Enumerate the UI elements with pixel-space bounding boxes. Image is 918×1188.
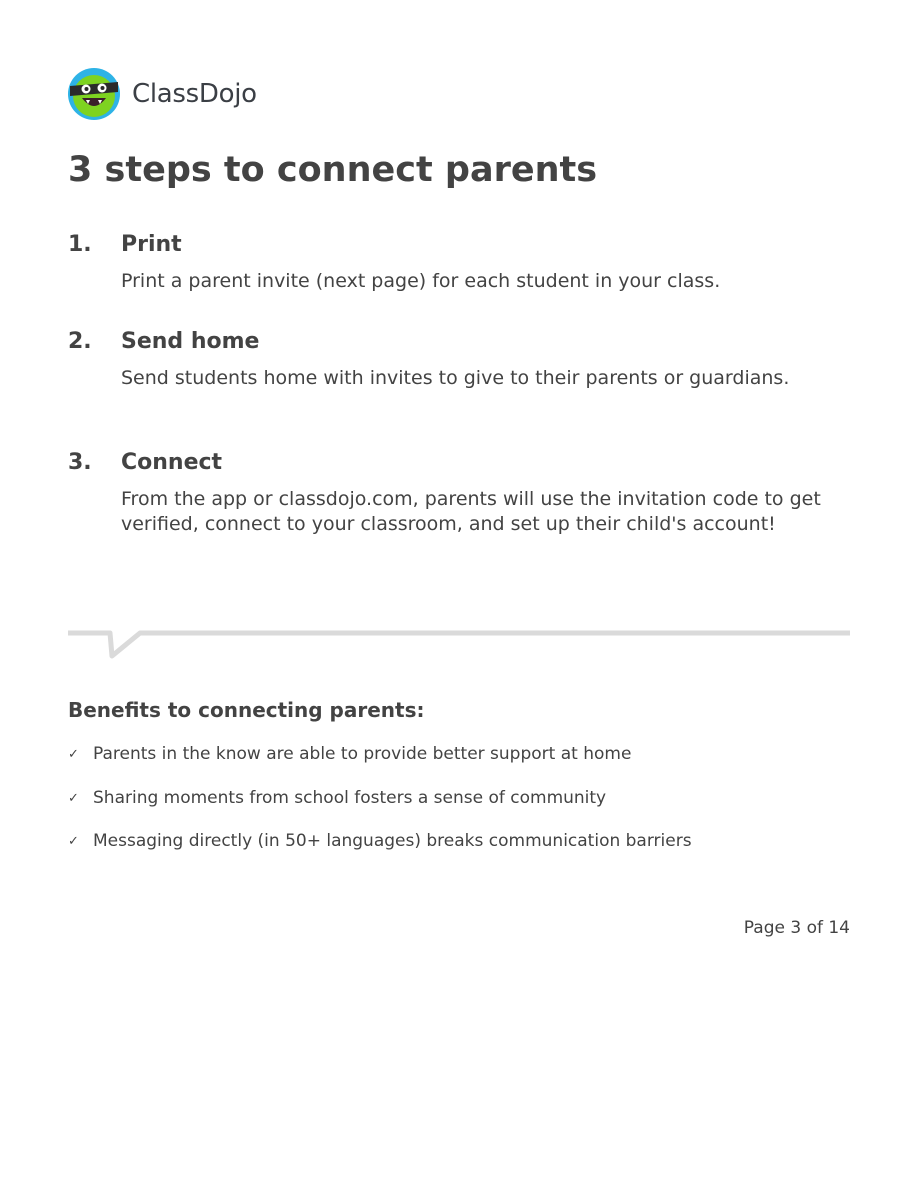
step-number: 1. xyxy=(68,232,92,257)
benefit-text: Parents in the know are able to provide better support at home xyxy=(93,744,632,764)
benefit-text: Sharing moments from school fosters a sense of community xyxy=(93,788,607,808)
checkmark-icon: ✓ xyxy=(68,833,79,849)
step-heading: Connect xyxy=(121,450,223,475)
checkmark-icon: ✓ xyxy=(68,790,79,806)
step-description: Print a parent invite (next page) for each student in your class. xyxy=(121,270,721,292)
benefit-text: Messaging directly (in 50+ languages) breaks communication barriers xyxy=(93,831,692,851)
step-heading-row xyxy=(68,230,828,260)
step-heading: Print xyxy=(121,232,182,257)
step-number: 2. xyxy=(68,329,92,354)
speech-bubble-divider xyxy=(68,628,852,662)
step-print xyxy=(68,230,828,294)
classdojo-monster-logo-icon xyxy=(68,68,120,120)
checkmark-icon: ✓ xyxy=(68,746,79,762)
benefit-item xyxy=(68,788,606,808)
step-description: From the app or classdojo.com, parents will use the invitation code to get verified, connect to your classroom, and set up their child's account! xyxy=(121,488,821,535)
step-heading-row xyxy=(68,327,828,357)
step-description: Send students home with invites to give to their parents or guardians. xyxy=(121,367,790,389)
classdojo-logo xyxy=(68,68,257,120)
benefit-item xyxy=(68,831,692,851)
step-heading-row xyxy=(68,448,828,478)
brand-name: ClassDojo xyxy=(132,79,257,109)
page-number: Page 3 of 14 xyxy=(743,918,850,938)
step-connect xyxy=(68,448,828,536)
step-heading: Send home xyxy=(121,329,260,354)
page-title: 3 steps to connect parents xyxy=(68,150,598,190)
benefits-heading: Benefits to connecting parents: xyxy=(68,698,425,722)
benefit-item xyxy=(68,744,631,764)
step-number: 3. xyxy=(68,450,92,475)
step-send-home xyxy=(68,327,828,391)
